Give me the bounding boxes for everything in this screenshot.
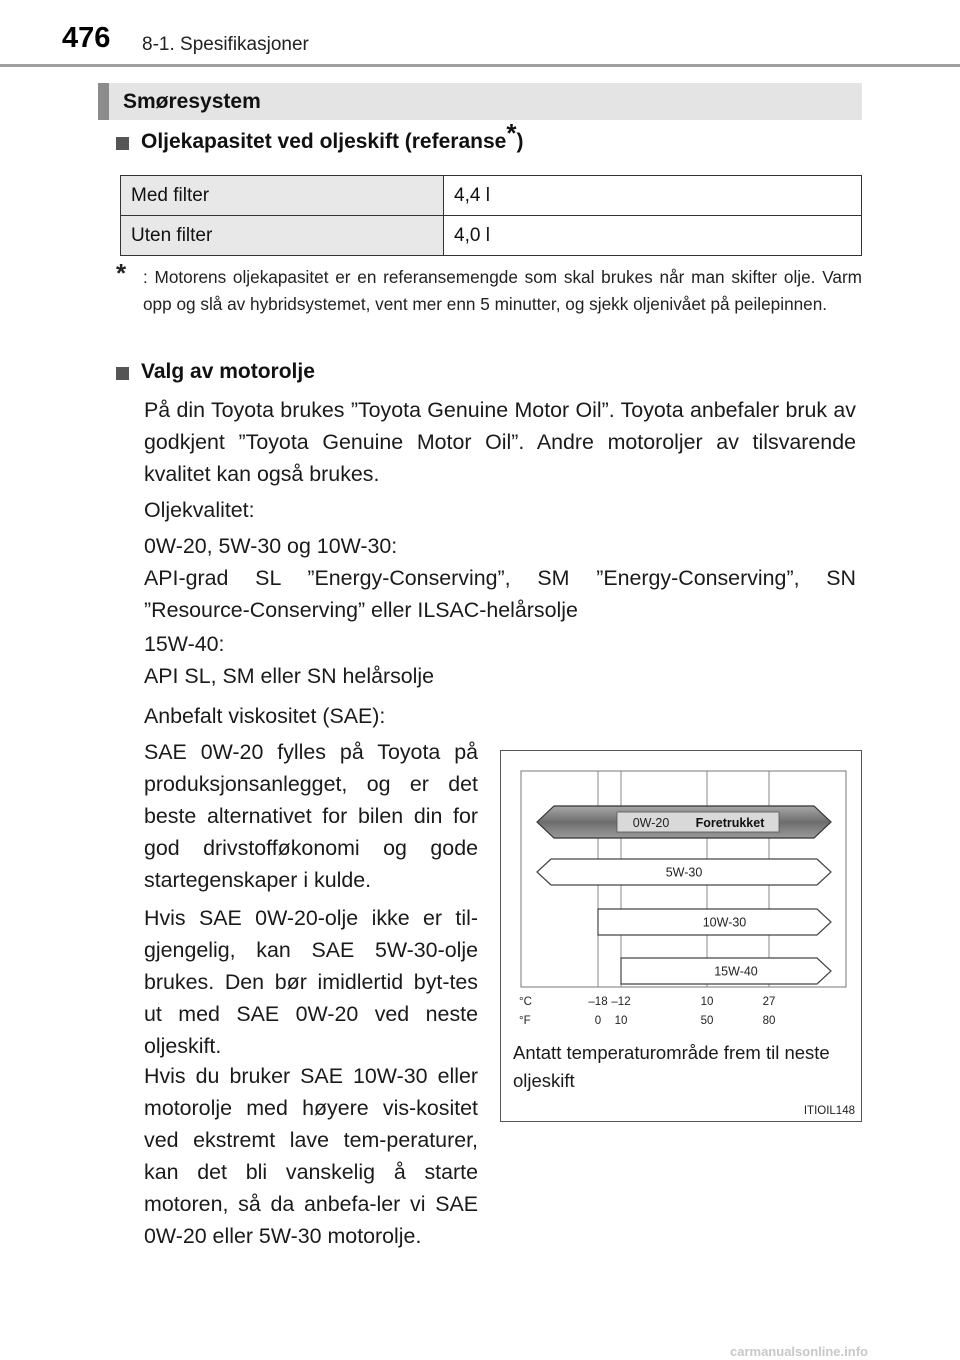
chapter-title: 8-1. Spesifikasjoner [142,34,309,55]
grades-b-spec: API SL, SM eller SN helårsolje [144,664,435,688]
series-label: 0W-20 [632,816,670,830]
tick-label-f: 80 [762,1015,776,1027]
oil-capacity-table [120,175,862,256]
intro-paragraph: På din Toyota brukes ”Toyota Genuine Motor Oil”. Toyota anbefaler bruk av godkjent ”Toyota Genuine Motor Oil”. Andre motoroljer av tilsvarende kvalitet kan også brukes. [144,398,856,486]
footnote-text: : Motorens oljekapasitet er en referansemengde som skal brukes når man skifter olje. Varm opp og slå av hybridsystemet, vent mer enn 5 minutter, og sjekk oljenivået på peilepinnen. [143,267,862,314]
tick-label-f: 10 [614,1015,628,1027]
page-number: 476 [62,22,111,54]
paragraph-high-viscosity: Hvis du bruker SAE 10W-30 eller motorolje med høyere vis-kositet ved ekstremt lave tem-peraturer, kan det bli vanskelig å starte motoren, så da anbefa-ler vi SAE 0W-20 eller 5W-30 motorolje. [144,1064,478,1248]
preferred-label: Foretrukket [695,816,765,830]
paragraph-factory-fill: SAE 0W-20 fylles på Toyota på produksjonsanlegget, og er det beste alternativet for bilen din for god drivstofføkonomi og gode startegenskaper i kulde. [144,740,478,892]
asterisk-mark: * [506,118,517,148]
oil-capacity-heading-text: Oljekapasitet ved oljeskift (referanse [141,130,507,153]
series-label: 15W-40 [714,964,758,979]
tick-label-f: 50 [700,1015,714,1027]
viscosity-figure [500,750,862,1122]
footnote [116,258,862,317]
footnote-mark: * [116,258,127,288]
unit-f-label: °F [519,1015,531,1027]
table-label-cell: Med filter [121,176,444,216]
grades-b-label: 15W-40: [144,632,225,656]
table-value-cell: 4,0 l [444,216,862,256]
oil-selection-heading-text: Valg av motorolje [141,360,315,383]
header-divider [0,64,960,67]
oil-capacity-heading [116,118,524,154]
bullet-square-icon [116,367,129,380]
tick-label-c: 27 [762,996,776,1008]
oil-selection-heading [116,360,315,384]
table-row [121,176,862,216]
section-title: Smøresystem [123,89,261,113]
heading-close-paren: ) [516,130,524,153]
tick-label-f: 0 [594,1015,602,1027]
figure-caption: Antatt temperaturområde frem til neste oljeskift [513,1042,830,1091]
grades-a-spec: API-grad SL ”Energy-Conserving”, SM ”Energy-Conserving”, SN ”Resource-Conserving” eller ILSAC-helårsolje [144,566,856,622]
section-header [98,83,862,120]
series-label: 10W-30 [702,915,747,930]
tick-label-c: 10 [700,996,714,1008]
watermark: carmanualsonline.info [730,1344,868,1359]
table-value-cell: 4,4 l [444,176,862,216]
series-label: 5W-30 [665,865,703,880]
quality-label: Oljekvalitet: [144,498,255,522]
table-label-cell: Uten filter [121,216,444,256]
figure-code: ITIOIL148 [803,1105,855,1117]
table-row [121,216,862,256]
grades-a-label: 0W-20, 5W-30 og 10W-30: [144,534,398,558]
viscosity-label: Anbefalt viskositet (SAE): [144,704,386,728]
unit-c-label: °C [519,996,532,1008]
tick-label-c: –12 [611,996,631,1008]
bullet-square-icon [116,137,129,150]
tick-label-c: –18 [588,996,608,1008]
paragraph-alternative: Hvis SAE 0W-20-olje ikke er til-gjengelig, kan SAE 5W-30-olje brukes. Den bør imidlertid byt-tes ut med SAE 0W-20 ved neste oljeskift. [144,906,478,1058]
